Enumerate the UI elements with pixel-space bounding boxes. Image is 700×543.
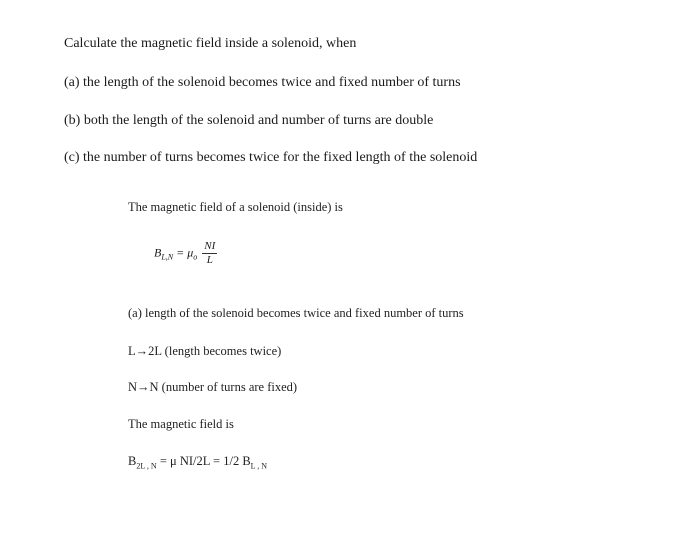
magnetic-field-formula: [154, 240, 217, 267]
result-lhs-subscript: 2L , N: [136, 461, 157, 471]
result-middle: = μ NI/2L = 1/2 B: [156, 454, 251, 468]
question-part-c: (c) the number of turns becomes twice for the fixed length of the solenoid: [64, 150, 478, 165]
turns-change: N→N (number of turns are fixed): [128, 380, 298, 394]
result-equation: [128, 454, 267, 471]
result-rhs-subscript: L , N: [250, 461, 268, 471]
formula-lhs: B: [154, 245, 162, 260]
solution-part-a-heading: (a) length of the solenoid becomes twice and fixed number of turns: [128, 306, 464, 320]
formula-equals-mu: = μ: [173, 245, 194, 260]
formula-mu-subscript: o: [193, 252, 198, 262]
length-change: L→2L (length becomes twice): [128, 344, 282, 358]
result-lhs: B: [128, 454, 137, 468]
formula-lhs-subscript: L,N: [161, 252, 174, 262]
question-title: Calculate the magnetic field inside a solenoid, when: [64, 36, 357, 51]
question-part-b: (b) both the length of the solenoid and number of turns are double: [64, 113, 434, 128]
solution-intro: The magnetic field of a solenoid (inside) is: [128, 200, 343, 214]
formula-fraction: [202, 240, 217, 267]
question-part-a: (a) the length of the solenoid becomes twice and fixed number of turns: [64, 75, 461, 90]
formula-denominator: L: [206, 254, 213, 266]
field-is-label: The magnetic field is: [128, 417, 234, 431]
formula-numerator: NI: [204, 240, 216, 252]
